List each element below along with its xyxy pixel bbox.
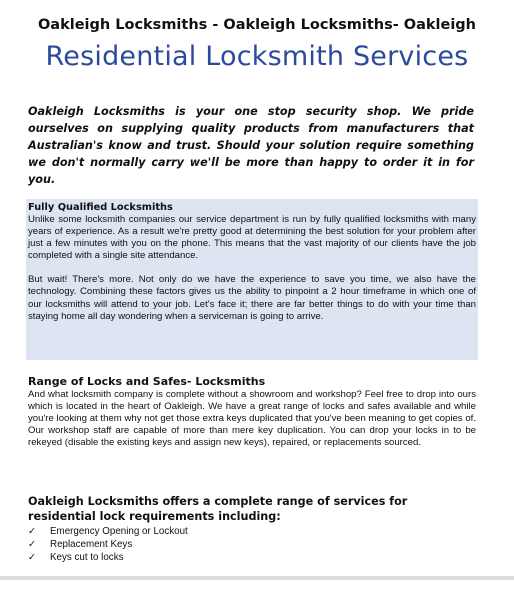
services-heading: Oakleigh Locksmiths offers a complete range of services for residential lock requirements including:	[28, 495, 408, 523]
list-item-label: Emergency Opening or Lockout	[50, 526, 188, 537]
range-heading: Range of Locks and Safes- Locksmiths	[28, 375, 266, 388]
intro-paragraph: Oakleigh Locksmiths is your one stop security shop. We pride ourselves on supplying quality products from manufacturers that Australian's know and trust. Should your solution require something we don't normally carry we'll be more than happy to order it in for you.	[28, 105, 474, 186]
list-item	[28, 538, 188, 551]
check-icon: ✓	[28, 526, 36, 537]
qualified-section	[28, 202, 476, 323]
check-icon: ✓	[28, 539, 36, 550]
list-item-label: Replacement Keys	[50, 539, 133, 550]
services-list	[28, 525, 188, 564]
page-title: Oakleigh Locksmiths - Oakleigh Locksmiths- Oakleigh	[37, 17, 477, 33]
range-paragraph: And what locksmith company is complete without a showroom and workshop? Feel free to drop into ours which is located in the heart of Oakleigh. We have a great range of locks and safes available and while you're looking at them why not get those extra keys duplicated that you've been meaning to get copies of. Our workshop staff are capable of more than mere key duplication. You can drop your locks in to be rekeyed (disable the existing keys and assign new keys), repaired, or replacements sourced.	[28, 389, 476, 449]
qualified-paragraph-1: Unlike some locksmith companies our service department is run by fully qualified locksmiths with many years of experience. As a result we're pretty good at determining the best solution for your problem after just a few minutes with you on the phone. This means that the vast majority of our clients have the job completed with a single site attendance.	[28, 214, 476, 262]
page-subtitle: Residential Locksmith Services	[45, 41, 469, 72]
page-bottom-border	[0, 576, 514, 580]
list-item	[28, 525, 188, 538]
range-section	[28, 389, 476, 449]
check-icon: ✓	[28, 552, 36, 563]
list-item-label: Keys cut to locks	[50, 552, 124, 563]
qualified-heading: Fully Qualified Locksmiths	[28, 202, 173, 213]
qualified-paragraph-2: But wait! There's more. Not only do we have the experience to save you time, we also have the technology. Combining these factors gives us the ability to pinpoint a 2 hour timeframe in which one of our locksmiths will attend to your job. Let's face it; there are far better things to do with your time than staying home all day wondering when a serviceman is going to arrive.	[28, 274, 476, 322]
list-item	[28, 551, 188, 564]
